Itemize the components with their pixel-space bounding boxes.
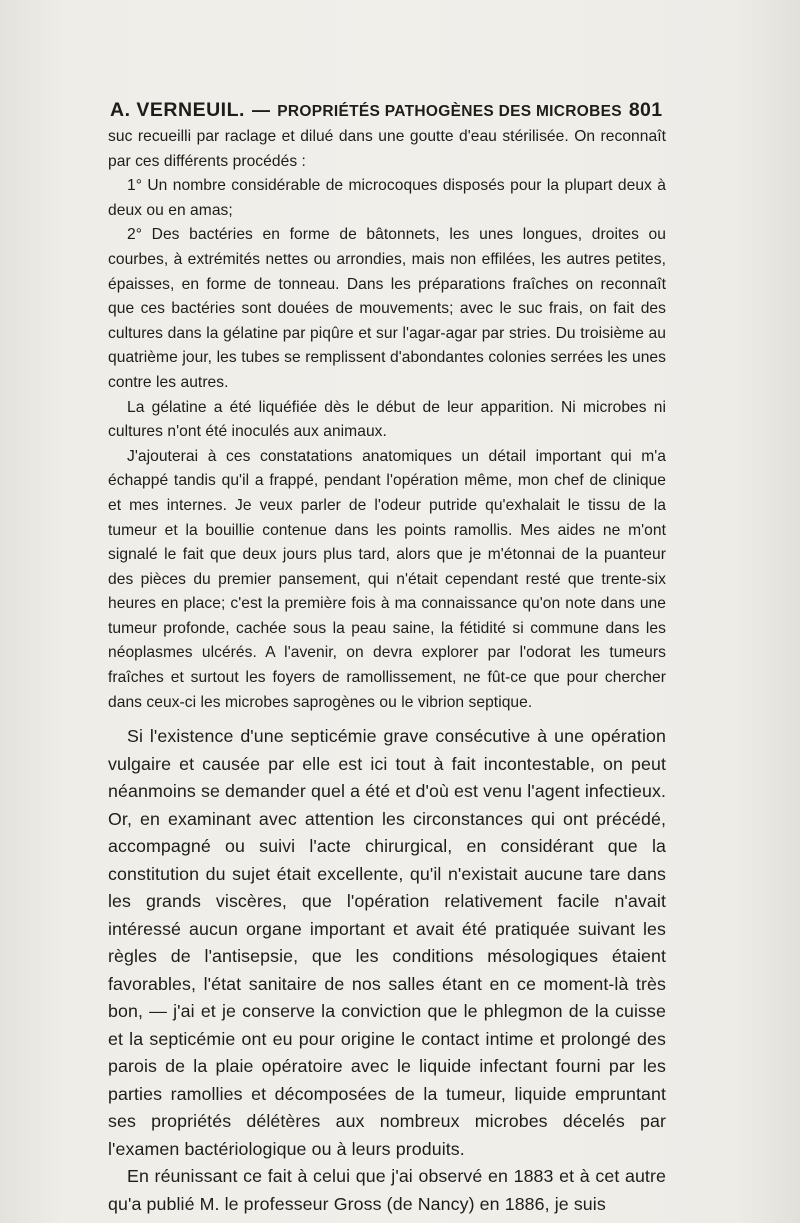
paragraph: La gélatine a été liquéfiée dès le début de leur apparition. Ni microbes ni cultures n'ont été inoculés aux animaux. bbox=[108, 398, 666, 441]
paragraph: suc recueilli par raclage et dilué dans une goutte d'eau stérilisée. On reconnaît par ces différents procédés : bbox=[108, 128, 666, 170]
paragraph: En réunissant ce fait à celui que j'ai observé en 1883 et à cet autre qu'a publié M. le professeur Gross (de Nancy) en 1886, je suis bbox=[108, 1166, 666, 1214]
header-author: A. VERNEUIL. bbox=[110, 99, 245, 121]
main-text-block bbox=[108, 723, 666, 1218]
paragraph: J'ajouterai à ces constatations anatomiques un détail important qui m'a échappé tandis qu'il a frappé, pendant l'opération même, mon chef de clinique et mes internes. Je veux parler de l'odeur putride qu'exhalait le tissu de la tumeur et la bouillie contenue dans les points ramollis. Mes aides ne m'ont signalé le fait que deux jours plus tard, alors que je m'étonnai de la puanteur des pièces du premier pansement, qui n'était cependant resté que trente-six heures en place; c'est la première fois à ma connaissance qu'on note dans une tumeur profonde, cachée sous la peau saine, la fétidité si commune dans les néoplasmes ulcérés. A l'avenir, on devra explorer par l'odorat les tumeurs fraîches et surtout les foyers de ramollissement, ne fût-ce que pour chercher dans ceux-ci les microbes saprogènes ou le vibrion septique. bbox=[108, 447, 666, 711]
header-dash: — bbox=[251, 100, 271, 120]
page-number: 801 bbox=[628, 99, 663, 121]
small-print-block bbox=[108, 125, 666, 715]
paragraph: Si l'existence d'une septicémie grave consécutive à une opération vulgaire et causée par elle est ici tout à fait incontestable, on peut néanmoins se demander quel a été et d'où est venu l'agent infectieux. Or, en examinant avec attention les circonstances qui ont précédé, accompagné ou suivi l'acte chirurgical, en considérant que la constitution du sujet était excellente, qu'il n'existait aucune tare dans les grands viscères, que l'opération relativement facile n'avait intéressé aucun organe important et avait été pratiquée suivant les règles de l'antisepsie, que les conditions mésologiques étaient favorables, l'état sanitaire de nos salles étant en ce moment-là très bon, — j'ai et je conserve la conviction que le phlegmon de la cuisse et la septicémie ont eu pour origine le contact intime et prolongé des parois de la plaie opératoire avec le liquide infectant fourni par les parties ramollies et décomposées de la tumeur, liquide empruntant ses propriétés délétères aux nombreux microbes décelés par l'examen bactériologique ou à leurs produits. bbox=[108, 726, 666, 1159]
paragraph: 1° Un nombre considérable de microcoques disposés pour la plupart deux à deux ou en amas; bbox=[108, 177, 666, 219]
paragraph: 2° Des bactéries en forme de bâtonnets, les unes longues, droites ou courbes, à extrémités nettes ou arrondies, mais non effilées, les autres petites, épaisses, en forme de tonneau. Dans les préparations fraîches on reconnaît que ces bactéries sont douées de mouvements; avec le suc frais, on fait des cultures dans la gélatine par piqûre et sur l'agar-agar par stries. Du troisième au quatrième jour, les tubes se remplissent d'abondantes colonies serrées les unes contre les autres. bbox=[108, 226, 666, 391]
header-title: PROPRIÉTÉS PATHOGÈNES DES MICROBES bbox=[277, 103, 622, 120]
running-header bbox=[110, 99, 680, 122]
